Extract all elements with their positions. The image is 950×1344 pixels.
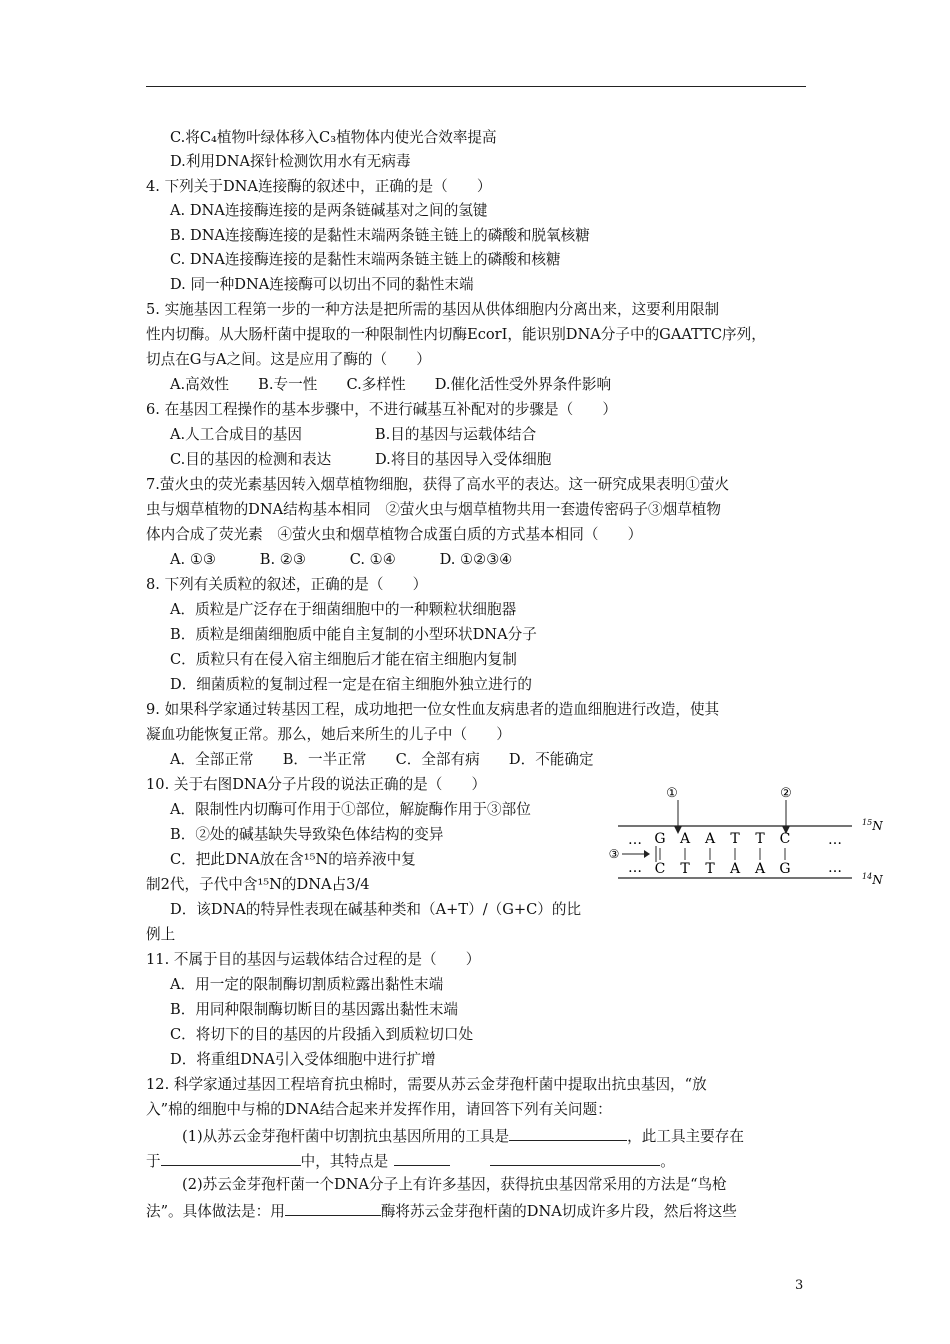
q12-part1-text-a: (1)从苏云金芽孢杆菌中切割抗虫基因所用的工具是 xyxy=(182,1128,510,1145)
question-7-line1: 7.萤火虫的荧光素基因转入烟草植物细胞，获得了高水平的表达。这一研究成果表明①萤火 xyxy=(146,476,730,493)
marker-3: ③ xyxy=(608,847,620,861)
q8-option-c: C．质粒只有在侵入宿主细胞后才能在宿主细胞内复制 xyxy=(170,651,517,668)
option-c-prev: C.将C₄植物叶绿体移入C₃植物体内使光合效率提高 xyxy=(170,129,497,146)
q7-options: A. ①③ B. ②③ C. ①④ D. ①②③④ xyxy=(170,551,513,568)
question-4: 4. 下列关于DNA连接酶的叙述中，正确的是（ ） xyxy=(146,178,492,195)
top-base: A xyxy=(704,831,716,847)
dots-top: … xyxy=(628,832,642,848)
top-base: G xyxy=(654,831,666,847)
q10-option-a: A．限制性内切酶可作用于①部位，解旋酶作用于③部位 xyxy=(170,801,531,818)
label-14n: $^{14}$N xyxy=(862,872,883,887)
q10-option-d-line2: 例上 xyxy=(146,926,176,943)
q5-options: A.高效性 B.专一性 C.多样性 D.催化活性受外界条件影响 xyxy=(170,376,612,393)
bottom-base: A xyxy=(754,861,766,877)
q12-part2-text-a: 法”。具体做法是：用 xyxy=(146,1203,285,1220)
q12-part1-text-d: 中，其特点是 xyxy=(300,1153,389,1170)
q4-option-b: B. DNA连接酶连接的是黏性末端两条链主链上的磷酸和脱氧核糖 xyxy=(170,227,590,244)
q11-option-a: A．用一定的限制酶切割质粒露出黏性末端 xyxy=(170,976,444,993)
marker-2: ② xyxy=(780,786,792,801)
question-12-line1: 12. 科学家通过基因工程培育抗虫棉时，需要从苏云金芽孢杆菌中提取出抗虫基因，“放 xyxy=(146,1076,707,1093)
question-8: 8. 下列有关质粒的叙述，正确的是（ ） xyxy=(146,576,428,593)
q10-option-c-line2: 制2代，子代中含¹⁵N的DNA占3/4 xyxy=(146,876,370,893)
bottom-base: G xyxy=(779,861,791,877)
top-base: T xyxy=(755,831,765,847)
question-10: 10. 关于右图DNA分子片段的说法正确的是（ ） xyxy=(146,776,487,793)
q11-option-d: D．将重组DNA引入受体细胞中进行扩增 xyxy=(170,1051,436,1068)
option-d-prev: D.利用DNA探针检测饮用水有无病毒 xyxy=(170,153,411,170)
q11-option-c: C．将切下的目的基因的片段插入到质粒切口处 xyxy=(170,1026,474,1043)
dots-top-right: … xyxy=(828,832,842,848)
q10-option-b: B．②处的碱基缺失导致染色体结构的变异 xyxy=(170,826,444,843)
question-5-line1: 5. 实施基因工程第一步的一种方法是把所需的基因从供体细胞内分离出来，这要利用限制 xyxy=(146,301,720,318)
q8-option-b: B．质粒是细菌细胞质中能自主复制的小型环状DNA分子 xyxy=(170,626,537,643)
bottom-base: C xyxy=(654,861,666,877)
dots-bottom-right: … xyxy=(828,860,842,876)
q12-part2-line2 xyxy=(146,1200,737,1222)
top-base: C xyxy=(779,831,791,847)
answer-blank-5[interactable] xyxy=(285,1200,381,1216)
q12-part2-text-b: 酶将苏云金芽孢杆菌的DNA切成许多片段，然后将这些 xyxy=(380,1203,737,1220)
header-rule xyxy=(146,86,806,87)
bottom-base: T xyxy=(680,861,690,877)
q10-option-d-line1: D．该DNA的特异性表现在碱基种类和（A+T）/（G+C）的比 xyxy=(170,901,582,918)
answer-blank-2[interactable] xyxy=(161,1150,301,1166)
dots-bottom: … xyxy=(628,860,642,876)
dna-fragment-diagram xyxy=(600,780,900,910)
q12-part1-text-c: 于 xyxy=(146,1153,161,1170)
question-11: 11. 不属于目的基因与运载体结合过程的是（ ） xyxy=(146,951,481,968)
q12-part2-line1: (2)苏云金芽孢杆菌一个DNA分子上有许多基因，获得抗虫基因常采用的方法是“鸟枪 xyxy=(182,1176,727,1193)
q4-option-d: D. 同一种DNA连接酶可以切出不同的黏性末端 xyxy=(170,276,474,293)
q6-options-ab: A.人工合成目的基因 B.目的基因与运载体结合 xyxy=(170,426,537,443)
arrow-3-head xyxy=(644,850,650,858)
question-7-line3: 体内合成了荧光素 ④萤火虫和烟草植物合成蛋白质的方式基本相同（ ） xyxy=(146,526,643,543)
q11-option-b: B．用同种限制酶切断目的基因露出黏性末端 xyxy=(170,1001,459,1018)
question-5-line2: 性内切酶。从大肠杆菌中提取的一种限制性内切酶EcorI，能识别DNA分子中的GAATTC序列， xyxy=(146,326,766,343)
question-6: 6. 在基因工程操作的基本步骤中，不进行碱基互补配对的步骤是（ ） xyxy=(146,401,617,418)
question-5-line3: 切点在G与A之间。这是应用了酶的（ ） xyxy=(146,351,431,368)
bottom-base: T xyxy=(705,861,715,877)
question-7-line2: 虫与烟草植物的DNA结构基本相同 ②萤火虫与烟草植物共用一套遗传密码子③烟草植物 xyxy=(146,501,721,518)
top-base: A xyxy=(679,831,691,847)
q6-options-cd: C.目的基因的检测和表达 D.将目的基因导入受体细胞 xyxy=(170,451,552,468)
question-12-line2: 入”棉的细胞中与棉的DNA结合起来并发挥作用，请回答下列有关问题： xyxy=(146,1101,612,1118)
q4-option-c: C. DNA连接酶连接的是黏性末端两条链主链上的磷酸和核糖 xyxy=(170,251,561,268)
base-pairs xyxy=(654,831,790,877)
q12-part1-text-e: 。 xyxy=(660,1153,675,1170)
marker-1: ① xyxy=(666,786,678,801)
label-15n: $^{15}$N xyxy=(862,818,883,833)
page-number: 3 xyxy=(795,1278,804,1293)
q10-option-c-line1: C．把此DNA放在含¹⁵N的培养液中复 xyxy=(170,851,416,868)
answer-blank-4[interactable] xyxy=(490,1150,660,1166)
bottom-base: A xyxy=(729,861,741,877)
q12-part1-line1 xyxy=(182,1125,744,1147)
answer-blank-3[interactable] xyxy=(394,1150,450,1166)
q12-part1-text-b: ，此工具主要存在 xyxy=(627,1128,744,1145)
answer-blank-1[interactable] xyxy=(509,1125,627,1141)
question-9-line2: 凝血功能恢复正常。那么，她后来所生的儿子中（ ） xyxy=(146,726,511,743)
q4-option-a: A. DNA连接酶连接的是两条链碱基对之间的氢键 xyxy=(170,202,488,219)
q8-option-d: D．细菌质粒的复制过程一定是在宿主细胞外独立进行的 xyxy=(170,676,532,693)
q12-part1-line2 xyxy=(146,1150,675,1172)
top-base: T xyxy=(730,831,740,847)
q8-option-a: A．质粒是广泛存在于细菌细胞中的一种颗粒状细胞器 xyxy=(170,601,517,618)
q9-options: A．全部正常 B．一半正常 C．全部有病 D．不能确定 xyxy=(170,751,594,768)
question-9-line1: 9. 如果科学家通过转基因工程，成功地把一位女性血友病患者的造血细胞进行改造，使其 xyxy=(146,701,720,718)
